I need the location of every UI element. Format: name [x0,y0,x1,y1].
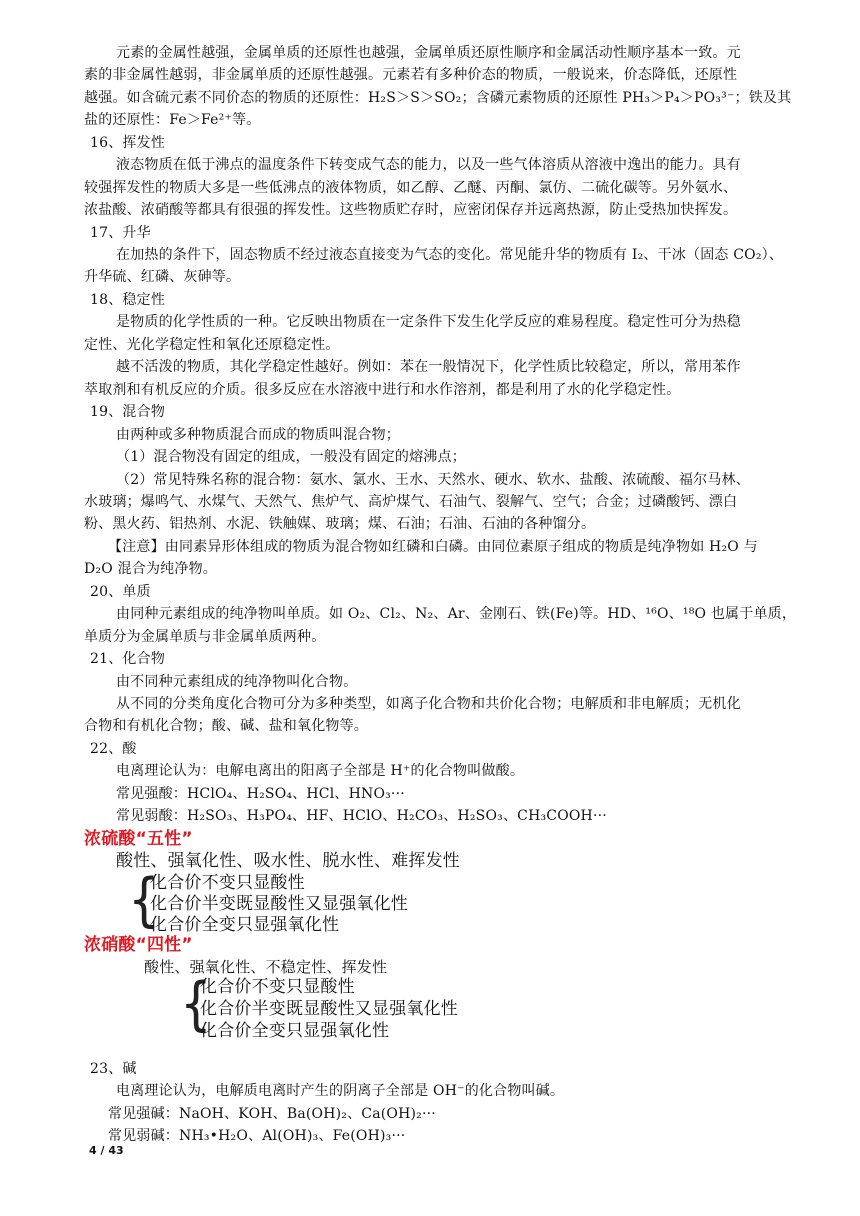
h2so4-case-2: 化合价半变既显酸性又显强氧化性 [150,894,408,914]
paragraph-line: 萃取剂和有机反应的介质。很多反应在水溶液中进行和水作溶剂，都是利用了水的化学稳定性。 [84,382,681,398]
paragraph-line: 较强挥发性的物质大多是一些低沸点的液体物质，如乙醇、乙醚、丙酮、氯仿、二硫化碳等。另外氨水、 [84,180,738,196]
section-heading: 20、单质 [90,584,151,600]
h2so4-title: 浓硫酸“五性” [84,829,193,849]
section-heading: 23、碱 [90,1061,137,1077]
paragraph-line: （2）常见特殊名称的混合物：氨水、氯水、王水、天然水、硬水、软水、盐酸、浓硫酸、福尔马林、 [116,472,750,488]
page-number: 4 / 43 [89,1144,124,1157]
paragraph-line: 常见弱酸：H₂SO₃、H₃PO₄、HF、HClO、H₂CO₃、H₂SO₃、CH₃COOH··· [116,808,607,824]
section-heading: 19、混合物 [90,404,166,420]
paragraph-line: 素的非金属性越弱，非金属单质的还原性越强。元素若有多种价态的物质，一般说来，价态降低，还原性 [84,67,738,83]
note-line: 【注意】由同素异形体组成的物质为混合物如红磷和白磷。由同位素原子组成的物质是纯净物如 H₂O 与 [108,539,758,555]
paragraph-line: 由两种或多种物质混合而成的物质叫混合物； [116,427,400,443]
paragraph-line: 单质分为金属单质与非金属单质两种。 [84,629,326,645]
paragraph-line: 电离理论认为，电解质电离时产生的阴离子全部是 OH⁻的化合物叫碱。 [116,1083,565,1099]
brace-icon: { [180,970,212,1038]
paragraph-line: 定性、光化学稳定性和氧化还原稳定性。 [84,337,340,353]
paragraph-line: 液态物质在低于沸点的温度条件下转变成气态的能力，以及一些气体溶质从溶液中逸出的能力。具有 [116,157,741,173]
paragraph-line: 从不同的分类角度化合物可分为多种类型，如离子化合物和共价化合物；电解质和非电解质；无机化 [116,696,741,712]
paragraph-line: （1）混合物没有固定的组成，一般没有固定的熔沸点； [116,449,466,465]
paragraph-line: 在加热的条件下，固态物质不经过液态直接变为气态的变化。常见能升华的物质有 I₂、干冰（固态 CO₂）、 [116,247,784,263]
section-heading: 18、稳定性 [90,292,166,308]
h2so4-case-1: 化合价不变只显酸性 [150,873,305,893]
paragraph-line: D₂O 混合为纯净物。 [84,561,217,577]
section-heading: 21、化合物 [90,651,166,667]
hno3-case-1: 化合价不变只显酸性 [200,977,355,997]
paragraph-line: 常见弱碱：NH₃•H₂O、Al(OH)₃、Fe(OH)₃··· [108,1128,406,1144]
paragraph-line: 是物质的化学性质的一种。它反映出物质在一定条件下发生化学反应的难易程度。稳定性可分为热稳 [116,314,741,330]
paragraph-line: 升华硫、红磷、灰砷等。 [84,269,241,285]
paragraph-line: 常见强酸：HClO₄、H₂SO₄、HCl、HNO₃··· [116,786,405,802]
paragraph-line: 粉、黑火药、铝热剂、水泥、铁触媒、玻璃；煤、石油；石油、石油的各种馏分。 [84,516,596,532]
section-heading: 16、挥发性 [90,135,166,151]
hno3-case-3: 化合价全变只显强氧化性 [200,1021,390,1041]
hno3-case-2: 化合价半变既显酸性又显强氧化性 [200,999,458,1019]
brace-icon: { [128,866,160,934]
paragraph-line: 由不同种元素组成的纯净物叫化合物。 [116,674,358,690]
paragraph-line: 越不活泼的物质，其化学稳定性越好。例如：苯在一般情况下，化学性质比较稳定，所以，常用苯作 [116,359,741,375]
paragraph-line: 电离理论认为：电解电离出的阳离子全部是 H⁺的化合物叫做酸。 [116,763,525,779]
h2so4-case-3: 化合价全变只显强氧化性 [150,915,340,935]
paragraph-line: 由同种元素组成的纯净物叫单质。如 O₂、Cl₂、N₂、Ar、金刚石、铁(Fe)等。HD、¹⁶O、¹⁸O 也属于单质， [116,606,797,622]
paragraph-line: 越强。如含硫元素不同价态的物质的还原性：H₂S＞S＞SO₂；含磷元素物质的还原性 PH₃＞P₄＞PO₃³⁻；铁及其 [84,90,792,106]
paragraph-line: 元素的金属性越强，金属单质的还原性也越强，金属单质还原性顺序和金属活动性顺序基本一致。元 [116,45,741,61]
h2so4-properties: 酸性、强氧化性、吸水性、脱水性、难挥发性 [116,851,460,871]
paragraph-line: 浓盐酸、浓硝酸等都具有很强的挥发性。这些物质贮存时，应密闭保存并远离热源，防止受热加快挥发。 [84,202,738,218]
paragraph-line: 常见强碱：NaOH、KOH、Ba(OH)₂、Ca(OH)₂··· [108,1106,436,1122]
paragraph-line: 盐的还原性：Fe＞Fe²⁺等。 [84,112,261,128]
paragraph-line: 合物和有机化合物；酸、碱、盐和氧化物等。 [84,718,368,734]
section-heading: 17、升华 [90,225,151,241]
hno3-title: 浓硝酸“四性” [84,935,193,955]
paragraph-line: 水玻璃；爆鸣气、水煤气、天然气、焦炉气、高炉煤气、石油气、裂解气、空气；合金；过磷酸钙、漂白 [84,494,738,510]
section-heading: 22、酸 [90,741,137,757]
hno3-properties: 酸性、强氧化性、不稳定性、挥发性 [144,958,388,976]
